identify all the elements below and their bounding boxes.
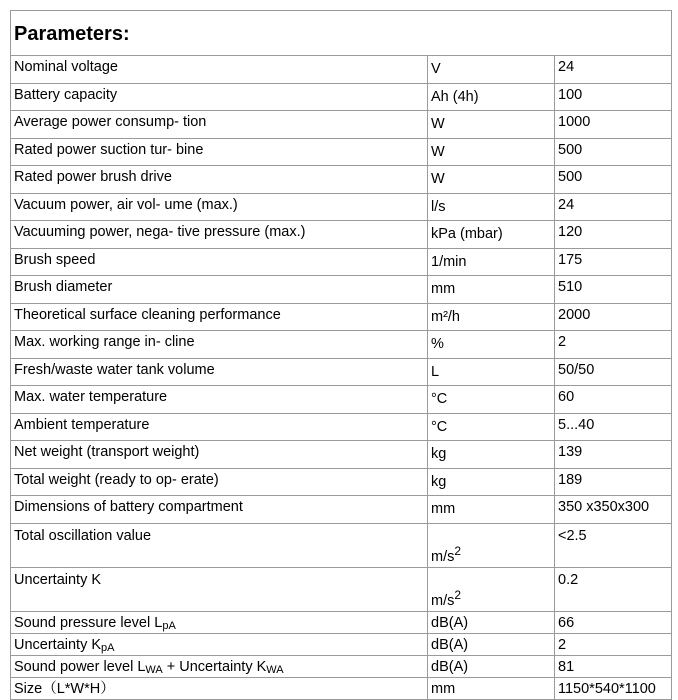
parameter-name: Brush diameter — [11, 276, 428, 304]
parameter-unit: kg — [428, 468, 555, 496]
parameter-name: Battery capacity — [11, 83, 428, 111]
parameter-name: Total oscillation value — [11, 523, 428, 567]
table-row — [11, 331, 672, 359]
parameter-unit: kg — [428, 441, 555, 469]
parameter-name: Nominal voltage — [11, 56, 428, 84]
parameter-name: Brush speed — [11, 248, 428, 276]
parameter-unit: mm — [428, 276, 555, 304]
name-subscript: WA — [266, 663, 284, 676]
parameter-unit: % — [428, 331, 555, 359]
table-row — [11, 221, 672, 249]
name-middle: + Uncertainty K — [162, 658, 267, 675]
name-base: Uncertainty K — [14, 636, 102, 653]
table-row — [11, 496, 672, 524]
name-subscript: pA — [101, 641, 115, 654]
parameter-unit: W — [428, 111, 555, 139]
table-row — [11, 248, 672, 276]
parameter-value: 189 — [555, 468, 672, 496]
table-row — [11, 83, 672, 111]
table-row — [11, 413, 672, 441]
name-base: Sound power level L — [14, 658, 146, 675]
parameter-name: Vacuum power, air vol- ume (max.) — [11, 193, 428, 221]
table-row — [11, 468, 672, 496]
parameter-name: Average power consump- tion — [11, 111, 428, 139]
parameter-name: Uncertainty K — [11, 567, 428, 611]
parameter-value: 500 — [555, 138, 672, 166]
parameter-unit: dB(A) — [428, 655, 555, 677]
parameter-unit: kPa (mbar) — [428, 221, 555, 249]
parameter-value: 120 — [555, 221, 672, 249]
table-title: Parameters: — [11, 11, 672, 56]
parameter-value: 2000 — [555, 303, 672, 331]
parameter-name: Rated power suction tur- bine — [11, 138, 428, 166]
table-row — [11, 441, 672, 469]
table-row — [11, 56, 672, 84]
parameter-value: 24 — [555, 56, 672, 84]
table-row — [11, 303, 672, 331]
parameter-value: 50/50 — [555, 358, 672, 386]
parameter-unit: l/s — [428, 193, 555, 221]
parameter-name: Total weight (ready to op- erate) — [11, 468, 428, 496]
parameter-name: Theoretical surface cleaning performance — [11, 303, 428, 331]
table-row — [11, 567, 672, 611]
parameter-name: Max. water temperature — [11, 386, 428, 414]
parameter-value: 60 — [555, 386, 672, 414]
table-row — [11, 276, 672, 304]
parameter-value: 350 x350x300 — [555, 496, 672, 524]
name-subscript: pA — [162, 619, 176, 632]
parameter-unit: Ah (4h) — [428, 83, 555, 111]
table-row — [11, 655, 672, 677]
parameter-value: 2 — [555, 633, 672, 655]
title-row — [11, 11, 672, 56]
parameter-name: Net weight (transport weight) — [11, 441, 428, 469]
parameter-value: 100 — [555, 83, 672, 111]
unit-exponent: 2 — [454, 587, 462, 602]
table-row — [11, 166, 672, 194]
unit-text — [431, 543, 462, 565]
parameter-value: 2 — [555, 331, 672, 359]
table-row — [11, 677, 672, 699]
name-base: Sound pressure level L — [14, 614, 163, 631]
parameter-value: 24 — [555, 193, 672, 221]
unit-exponent: 2 — [454, 543, 462, 558]
parameter-unit: mm — [428, 677, 555, 699]
parameter-value: <2.5 — [555, 523, 672, 567]
parameter-name — [11, 633, 428, 655]
parameter-value: 139 — [555, 441, 672, 469]
table-row — [11, 138, 672, 166]
parameters-table-body — [11, 11, 672, 700]
parameter-name: Fresh/waste water tank volume — [11, 358, 428, 386]
parameter-name — [11, 611, 428, 633]
parameter-unit: W — [428, 138, 555, 166]
parameter-value: 175 — [555, 248, 672, 276]
parameter-name: Rated power brush drive — [11, 166, 428, 194]
parameter-unit: dB(A) — [428, 611, 555, 633]
parameter-value: 1000 — [555, 111, 672, 139]
table-row — [11, 633, 672, 655]
table-row — [11, 358, 672, 386]
parameter-value: 0.2 — [555, 567, 672, 611]
parameter-name — [11, 655, 428, 677]
parameter-unit — [428, 523, 555, 567]
table-row — [11, 523, 672, 567]
table-row — [11, 386, 672, 414]
parameter-unit: W — [428, 166, 555, 194]
parameter-name: Ambient temperature — [11, 413, 428, 441]
table-row — [11, 111, 672, 139]
unit-text — [431, 587, 462, 609]
parameter-name: Max. working range in- cline — [11, 331, 428, 359]
parameter-value: 510 — [555, 276, 672, 304]
parameter-value: 66 — [555, 611, 672, 633]
unit-base: m/s — [431, 548, 455, 565]
table-row — [11, 193, 672, 221]
parameter-unit: L — [428, 358, 555, 386]
parameter-name: Vacuuming power, nega- tive pressure (max.) — [11, 221, 428, 249]
table-row — [11, 611, 672, 633]
parameters-table — [10, 10, 672, 700]
parameter-unit: °C — [428, 386, 555, 414]
unit-base: m/s — [431, 592, 455, 609]
parameter-unit — [428, 567, 555, 611]
parameter-value: 500 — [555, 166, 672, 194]
parameter-name: Size（L*W*H） — [11, 677, 428, 699]
parameter-name: Dimensions of battery compartment — [11, 496, 428, 524]
name-subscript: WA — [145, 663, 163, 676]
parameter-value: 5...40 — [555, 413, 672, 441]
parameter-unit: dB(A) — [428, 633, 555, 655]
parameter-value: 81 — [555, 655, 672, 677]
parameter-value: 1150*540*1100 — [555, 677, 672, 699]
parameter-unit: m²/h — [428, 303, 555, 331]
parameter-unit: 1/min — [428, 248, 555, 276]
parameter-unit: °C — [428, 413, 555, 441]
parameter-unit: mm — [428, 496, 555, 524]
parameter-unit: V — [428, 56, 555, 84]
